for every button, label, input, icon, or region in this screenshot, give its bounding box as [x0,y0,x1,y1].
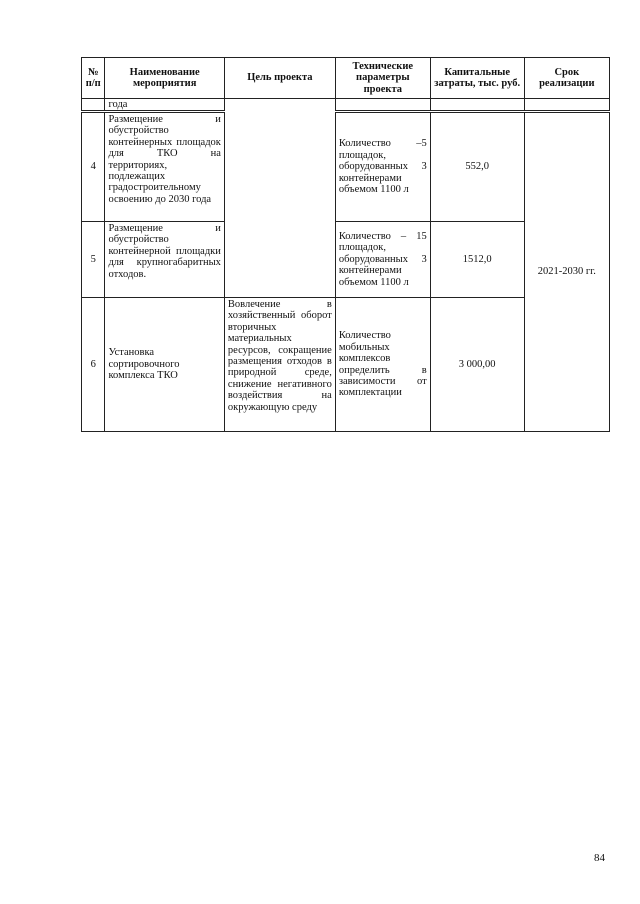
cell-name: Размещение и обустройство контейнерных площадок для ТКО на территориях, подлежащих градостроительному освоению до 2030 года [105,112,224,222]
cell-cost: 3 000,00 [430,298,524,432]
cell-cost: 1512,0 [430,222,524,298]
page-number: 84 [594,852,605,864]
cell-term: 2021-2030 гг. [524,112,609,432]
header-num: № п/п [82,58,105,99]
cell-empty [335,99,430,112]
table-row [82,112,610,222]
cell-tech: Количество мобильных комплексов определить в зависимости от комплектации [335,298,430,432]
cell-num: 5 [82,222,105,298]
cell-tech: Количество – 15 площадок, оборудованных 3 контейнерами объемом 1100 л [335,222,430,298]
measures-table [81,57,610,432]
header-term: Срок реализации [524,58,609,99]
cell-num: 4 [82,112,105,222]
cell-empty [82,99,105,112]
cell-name: Размещение и обустройство контейнерной площадки для крупногабаритных отходов. [105,222,224,298]
header-tech: Технические параметры проекта [335,58,430,99]
table-row-continuation [82,99,610,112]
cell-continuation-name: года [105,99,224,112]
cell-empty [430,99,524,112]
cell-num: 6 [82,298,105,432]
cell-goal-merged [224,99,335,298]
cell-cost: 552,0 [430,112,524,222]
cell-name: Установка сортировочного комплекса ТКО [105,298,224,432]
cell-tech: Количество –5 площадок, оборудованных 3 контейнерами объемом 1100 л [335,112,430,222]
header-name: Наименование мероприятия [105,58,224,99]
header-cost: Капитальные затраты, тыс. руб. [430,58,524,99]
cell-goal: Вовлечение в хозяйственный оборот вторичных материальных ресурсов, сокращение размещения отходов в природной среде, снижение негативного воздействия на окружающую среду [224,298,335,432]
table-header-row [82,58,610,99]
cell-empty [524,99,609,112]
header-goal: Цель проекта [224,58,335,99]
